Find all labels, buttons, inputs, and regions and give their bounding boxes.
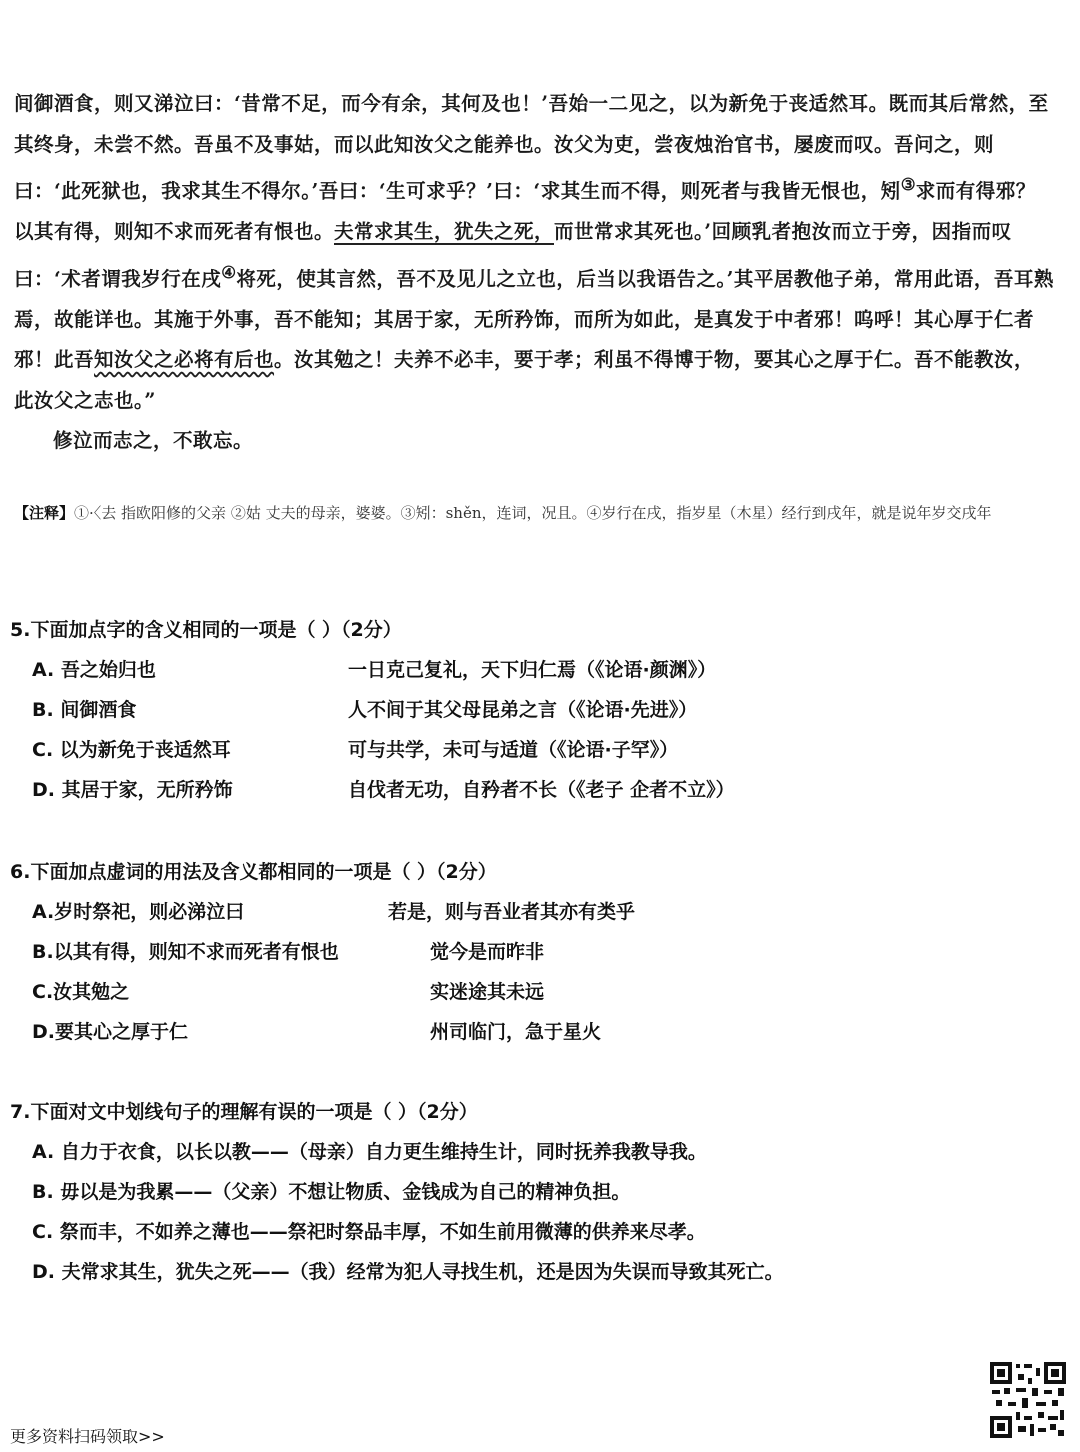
note-marker: ④ [221, 262, 237, 282]
option-c [10, 972, 1050, 1012]
option-d [10, 770, 1050, 810]
option-left: A.岁时祭祀，则必涕泣曰 [32, 901, 245, 923]
passage-text: 而世常求其死也。’回顾乳者抱汝而立于旁，因指而叹曰：‘术者谓我岁行在戌 [14, 220, 1012, 290]
option-c: C. 祭而丰，不如养之薄也——祭祀时祭品丰厚，不如生前用微薄的供养来尽孝。 [32, 1221, 706, 1243]
question-6 [10, 852, 1050, 1052]
option-d [10, 1012, 1050, 1052]
option-right: 实迷途其未远 [430, 981, 545, 1003]
underlined-sentence: 夫常求其生，犹失之死， [334, 220, 555, 243]
passage-text: 将死，使其言然，吾不及见儿之立也，后当以我语告之。’其平居教他子弟，常用此语，吾耳熟焉，故能详也。其施于外事，吾不能知；其居于家，无所矜饰，而所为如此，是真发于中者邪！呜呼！其心厚于仁者邪！此吾 [14, 267, 1054, 371]
option-c [10, 730, 1050, 770]
question-stem: 7.下面对文中划线句子的理解有误的一项是（ ）（2分） [10, 1101, 478, 1123]
option-left: A. 吾之始归也 [32, 659, 156, 681]
option-left: B.以其有得，则知不求而死者有恨也 [32, 941, 339, 963]
option-left: B. 间御酒食 [32, 699, 137, 721]
qr-code-icon [988, 1360, 1068, 1440]
question-5 [10, 610, 1050, 810]
passage-closing: 修泣而志之，不敢忘。 [53, 429, 254, 452]
option-a [10, 650, 1050, 690]
note-marker: ③ [900, 175, 916, 194]
annotations-text: ①·〈去 指欧阳修的父亲 ②姑 丈夫的母亲，婆婆。③矧：shěn，连词，况且。④岁行在戌，指岁星（木星）经行到戌年，就是说年岁交戌年 [74, 504, 992, 522]
option-left: C. 以为新免于丧适然耳 [32, 739, 231, 761]
option-right: 州司临门，急于星火 [430, 1021, 602, 1043]
option-a [10, 892, 1050, 932]
option-left: C.汝其勉之 [32, 981, 130, 1003]
passage-paragraph [14, 84, 1054, 421]
option-right: 觉今是而昨非 [430, 941, 545, 963]
option-right: 自伐者无功，自矜者不长（《老子 企者不立》） [348, 779, 735, 801]
option-left: D.要其心之厚于仁 [32, 1021, 188, 1043]
option-a: A. 自力于衣食，以长以教——（母亲）自力更生维持生计，同时抚养我教导我。 [32, 1141, 707, 1163]
question-stem: 5.下面加点字的含义相同的一项是（ ）（2分） [10, 619, 402, 641]
passage-text: 。汝其勉之！夫养不必丰，要于孝；利虽不得博于物，要其心之厚于仁。吾不能教汝，此汝父之志也。” [14, 348, 1035, 412]
option-right: 一日克己复礼，天下归仁焉（《论语·颜渊》） [348, 659, 717, 681]
annotations [14, 494, 1054, 532]
option-b [10, 932, 1050, 972]
qr-code-graphic [988, 1360, 1068, 1440]
option-right: 可与共学，未可与适道（《论语·子罕》） [348, 739, 679, 761]
classical-passage [14, 84, 1054, 462]
option-d: D. 夫常求其生，犹失之死——（我）经常为犯人寻找生机，还是因为失误而导致其死亡。 [32, 1261, 784, 1283]
option-right: 若是，则与吾业者其亦有类乎 [388, 901, 636, 923]
option-left: D. 其居于家，无所矜饰 [32, 779, 233, 801]
option-right: 人不间于其父母昆弟之言（《论语·先进》） [348, 699, 698, 721]
question-7 [10, 1092, 1050, 1292]
passage-text: 间御酒食，则又涕泣曰：‘昔常不足，而今有余，其何及也！’吾始一二见之，以为新免于丧适然耳。既而其后常然，至其终身，未尝不然。吾虽不及事姑，而以此知汝父之能养也。汝父为吏，尝夜烛治官书，屡废而叹。吾问之，则曰：‘此死狱也，我求其生不得尔。’吾曰：‘生可求乎？’曰：‘求其生而不得，则死者与我皆无恨也，矧 [14, 92, 1049, 203]
passage-text: 求而有得邪？以其有得，则知不求而死者有恨也。 [14, 179, 1036, 243]
option-b: B. 毋以是为我累——（父亲）不想让物质、金钱成为自己的精神负担。 [32, 1181, 631, 1203]
annotations-tag: 【注释】 [14, 504, 75, 522]
wavy-underlined-sentence: 知汝父之必将有后也 [94, 348, 275, 371]
option-b [10, 690, 1050, 730]
footer-link[interactable]: 更多资料扫码领取>> [10, 1427, 165, 1446]
question-stem: 6.下面加点虚词的用法及含义都相同的一项是（ ）（2分） [10, 861, 497, 883]
